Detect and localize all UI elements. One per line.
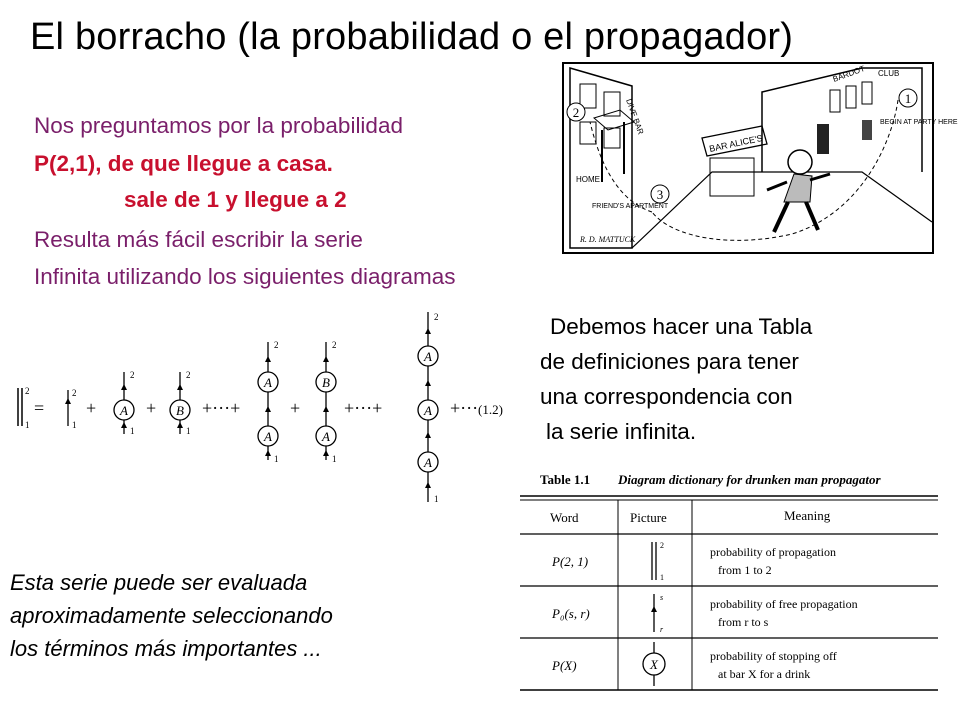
term4-bottom-label: 1 bbox=[274, 454, 279, 464]
bardot-sign: BARDOT bbox=[831, 64, 867, 84]
plus-dots-1: +···+ bbox=[202, 398, 241, 418]
bottom-note bbox=[10, 566, 333, 665]
dive-bar-sign: DIVE BAR bbox=[624, 97, 646, 136]
right-note-line-4: la serie infinita. bbox=[546, 418, 697, 444]
vertex-a-6: A bbox=[424, 403, 432, 418]
term1-bottom-label: 1 bbox=[72, 420, 77, 430]
term5-top-label: 2 bbox=[332, 340, 337, 350]
equals-sign: = bbox=[34, 398, 45, 418]
bottom-note-line-1: Esta serie puede ser evaluada bbox=[10, 570, 308, 595]
row1-meaning-1: probability of propagation bbox=[710, 545, 836, 559]
right-note bbox=[540, 310, 812, 450]
row2-meaning-2: from r to s bbox=[718, 615, 769, 629]
table-caption-text: Diagram dictionary for drunken man propagator bbox=[618, 472, 881, 487]
drunkard-cartoon bbox=[562, 62, 958, 254]
term4-top-label: 2 bbox=[274, 340, 279, 350]
term2-bottom-label: 1 bbox=[130, 426, 135, 436]
row3-meaning-1: probability of stopping off bbox=[710, 649, 837, 663]
row3-word: P(X) bbox=[552, 658, 577, 673]
home-label: HOME bbox=[576, 175, 600, 184]
row1-top-label: 2 bbox=[660, 541, 664, 550]
equation-number: (1.2) bbox=[478, 402, 503, 417]
right-note-line-2: de definiciones para tener bbox=[540, 348, 799, 374]
row2-top-label: s bbox=[660, 593, 664, 602]
vertex-a-5: A bbox=[424, 349, 432, 364]
vertex-a-1: A bbox=[120, 403, 128, 418]
intro-line-1: Nos preguntamos por la probabilidad bbox=[34, 113, 403, 138]
plus-2: + bbox=[146, 398, 157, 418]
term0-top-label: 2 bbox=[25, 386, 30, 396]
intro-line-3: sale de 1 y llegue a 2 bbox=[124, 187, 347, 212]
term5-bottom-label: 1 bbox=[332, 454, 337, 464]
plus-dots-2: +···+ bbox=[344, 398, 383, 418]
term3-bottom-label: 1 bbox=[186, 426, 191, 436]
marker-2: 2 bbox=[572, 105, 580, 120]
row3-vertex: X bbox=[650, 657, 658, 672]
vertex-a-2: A bbox=[264, 375, 272, 390]
term0-bottom-label: 1 bbox=[25, 420, 30, 430]
club-sign: CLUB bbox=[878, 69, 900, 78]
vertex-b-1: B bbox=[176, 403, 184, 418]
plus-dots-3: +··· bbox=[450, 398, 479, 418]
row1-meaning-2: from 1 to 2 bbox=[718, 563, 772, 577]
bottom-note-line-2: aproximadamente seleccionando bbox=[10, 603, 333, 628]
row2-bottom-label: r bbox=[660, 625, 664, 634]
marker-1: 1 bbox=[904, 91, 912, 106]
row1-bottom-label: 1 bbox=[660, 573, 664, 582]
row2-word: P₀(s, r) bbox=[552, 606, 590, 621]
vertex-b-2: B bbox=[322, 375, 330, 390]
cartoon-signature: R. D. MATTUCK bbox=[580, 235, 636, 244]
vertex-a-3: A bbox=[264, 429, 272, 444]
intro-line-4: Resulta más fácil escribir la serie bbox=[34, 227, 363, 252]
right-note-line-1: Debemos hacer una Tabla bbox=[550, 314, 813, 339]
begin-label: BEGIN AT PARTY HERE bbox=[880, 119, 958, 126]
table-caption-number: Table 1.1 bbox=[540, 472, 591, 487]
plus-3: + bbox=[290, 398, 301, 418]
row2-meaning-1: probability of free propagation bbox=[710, 597, 858, 611]
alices-bar-sign: BAR ALICE'S bbox=[708, 132, 764, 154]
slide-title: El borracho (la probabilidad o el propagador) bbox=[30, 16, 794, 58]
term6-bottom-label: 1 bbox=[434, 494, 439, 504]
row3-meaning-2: at bar X for a drink bbox=[718, 667, 811, 681]
header-picture: Picture bbox=[630, 510, 667, 525]
right-note-line-3: una correspondencia con bbox=[540, 383, 793, 409]
vertex-a-4: A bbox=[322, 429, 330, 444]
intro-line-5: Infinita utilizando los siguientes diagramas bbox=[34, 264, 456, 289]
plus-1: + bbox=[86, 398, 97, 418]
intro-line-2: P(2,1), de que llegue a casa. bbox=[34, 151, 333, 176]
bottom-note-line-3: los términos más importantes ... bbox=[10, 636, 322, 661]
header-word: Word bbox=[550, 510, 579, 525]
term1-top-label: 2 bbox=[72, 388, 77, 398]
series-diagram bbox=[4, 306, 514, 510]
friends-apartment-label: FRIEND'S APARTMENT bbox=[592, 203, 669, 210]
vertex-a-7: A bbox=[424, 455, 432, 470]
diagram-dictionary-table bbox=[520, 462, 944, 698]
marker-3: 3 bbox=[656, 187, 664, 202]
term3-top-label: 2 bbox=[186, 370, 191, 380]
row1-word: P(2, 1) bbox=[552, 554, 589, 569]
term6-top-label: 2 bbox=[434, 312, 439, 322]
term2-top-label: 2 bbox=[130, 370, 135, 380]
header-meaning: Meaning bbox=[784, 508, 831, 523]
